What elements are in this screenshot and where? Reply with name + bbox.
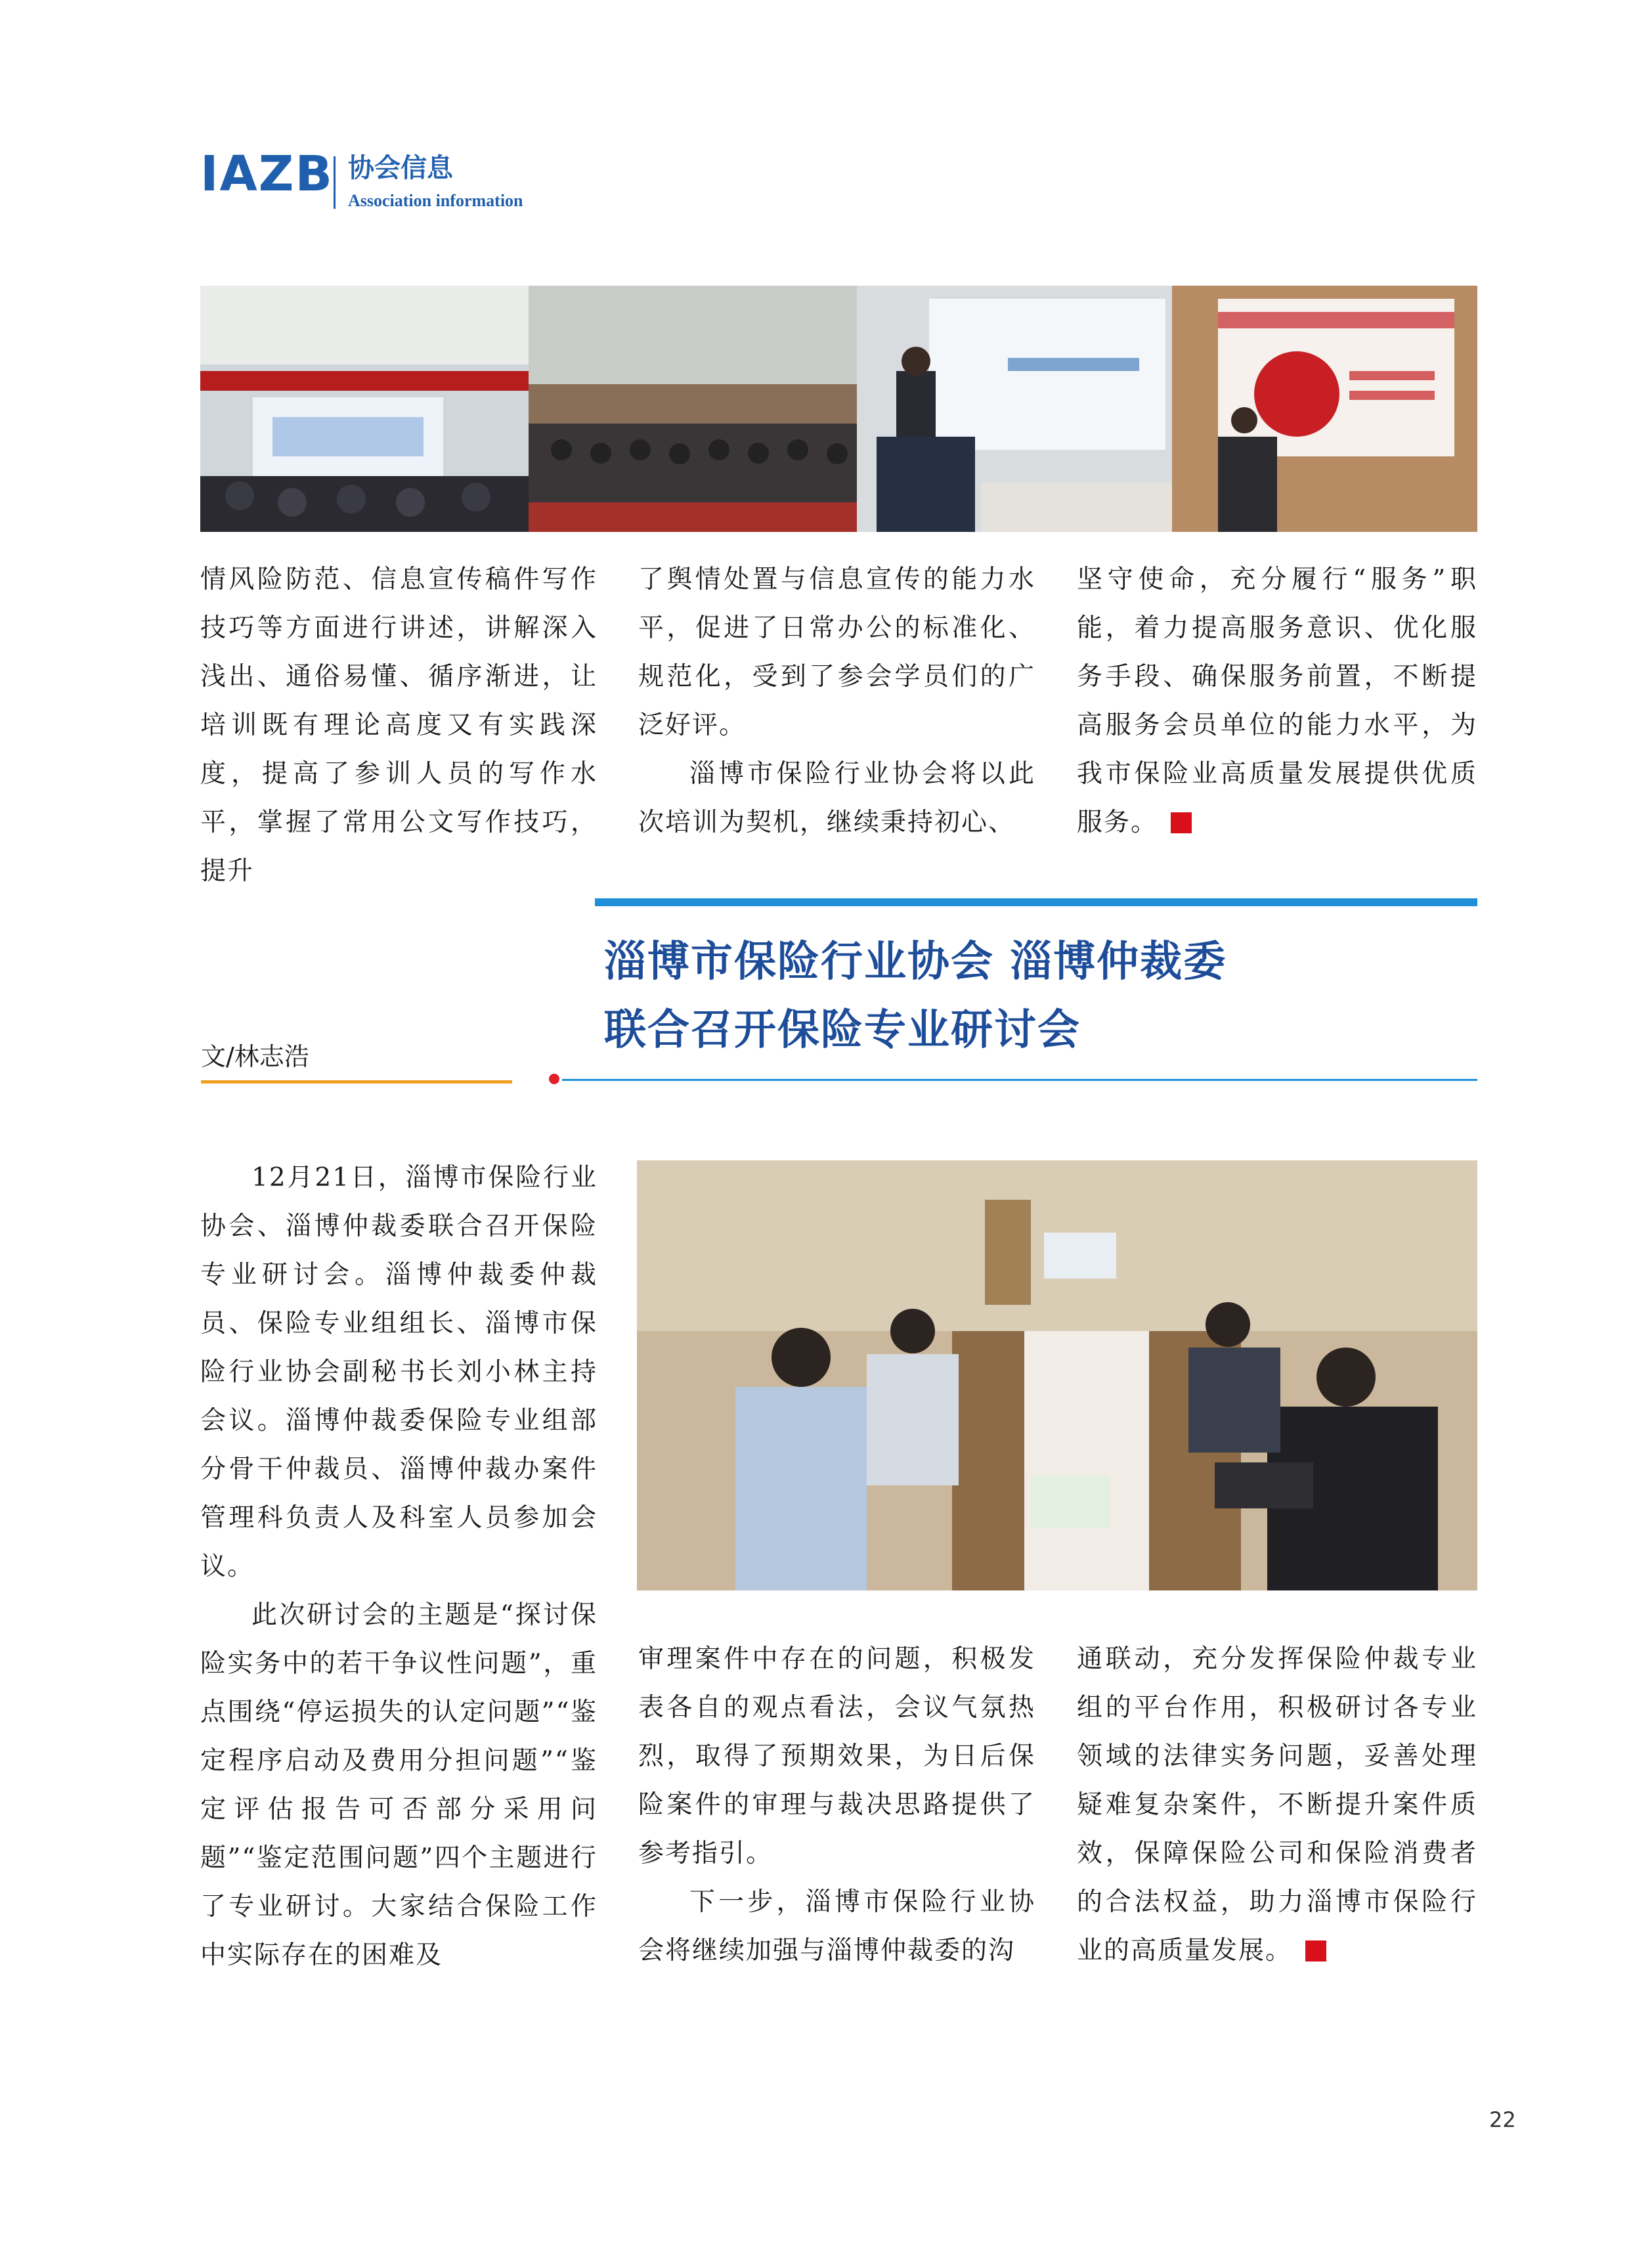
page-number: 22 xyxy=(1489,2107,1516,2132)
end-mark-icon xyxy=(1171,812,1192,833)
top-col2-paragraph-1: 了舆情处置与信息宣传的能力水平，促进了日常办公的标准化、规范化，受到了参会学员们的广泛好评。 xyxy=(638,565,1035,740)
top-col1-paragraph: 情风险防范、信息宣传稿件写作技巧等方面进行讲述，讲解深入浅出、通俗易懂、循序渐进，让培训既有理论高度又有实践深度，提高了参训人员的写作水平，掌握了常用公文写作技巧，提升 xyxy=(200,565,598,886)
article-col1-paragraph-1: 12月21日，淄博市保险行业协会、淄博仲裁委联合召开保险专业研讨会。淄博仲裁委仲裁员、保险专业组组长、淄博市保险行业协会副秘书长刘小林主持会议。淄博仲裁委保险专业组部分骨干仲裁员、淄博仲裁办案件管理科负责人及科室人员参加会议。 xyxy=(200,1163,598,1581)
top-text-column-1 xyxy=(200,556,598,896)
article-text-column-1 xyxy=(200,1154,598,1980)
top-col2-paragraph-2: 淄博市保险行业协会将以此次培训为契机，继续秉持初心、 xyxy=(638,759,1035,837)
article-title-line-1: 淄博市保险行业协会 淄博仲裁委 xyxy=(604,938,1227,986)
seminar-photo xyxy=(637,1160,1477,1590)
section-title-en: Association information xyxy=(348,191,523,210)
top-col3-text: 坚守使命，充分履行“服务”职能，着力提高服务意识、优化服务手段、确保服务前置，不断提高服务会员单位的能力水平，为我市保险业高质量发展提供优质服务。 xyxy=(1077,565,1477,837)
header-divider xyxy=(334,156,336,209)
article-text-column-2 xyxy=(638,1635,1035,1975)
article-col2-paragraph-1: 审理案件中存在的问题，积极发表各自的观点看法，会议气氛热烈，取得了预期效果，为日后保险案件的审理与裁决思路提供了参考指引。 xyxy=(638,1644,1035,1868)
article-col3-text: 通联动，充分发挥保险仲裁专业组的平台作用，积极研讨各专业领域的法律实务问题，妥善处理疑难复杂案件，不断提升案件质效，保障保险公司和保险消费者的合法权益，助力淄博市保险行业的高质量发展。 xyxy=(1077,1644,1477,1965)
title-top-rule xyxy=(595,898,1477,906)
training-photo-3 xyxy=(857,286,1172,532)
top-text-column-3 xyxy=(1077,556,1477,847)
article-text-column-3 xyxy=(1077,1635,1477,1975)
article-col3-paragraph xyxy=(1077,1635,1477,1975)
byline-underline xyxy=(201,1080,512,1084)
author-byline: 文/林志浩 xyxy=(201,1042,309,1071)
end-mark-icon xyxy=(1305,1940,1326,1961)
article-title-line-2: 联合召开保险专业研讨会 xyxy=(604,1006,1081,1055)
top-text-column-2 xyxy=(638,556,1035,847)
training-photo-2 xyxy=(529,286,857,532)
top-col3-paragraph xyxy=(1077,556,1477,847)
training-photo-4 xyxy=(1172,286,1477,532)
section-title-cn: 协会信息 xyxy=(348,153,453,183)
article-col1-paragraph-2: 此次研讨会的主题是“探讨保险实务中的若干争议性问题”，重点围绕“停运损失的认定问题”“鉴定程序启动及费用分担问题”“鉴定评估报告可否部分采用问题”“鉴定范围问题”四个主题进行了专业研讨。大家结合保险工作中实际存在的困难及 xyxy=(200,1600,598,1970)
iazb-logo: IAZB xyxy=(200,146,334,202)
training-photo-1 xyxy=(200,286,529,532)
article-col2-paragraph-2: 下一步，淄博市保险行业协会将继续加强与淄博仲裁委的沟 xyxy=(638,1887,1035,1965)
red-dot-ornament xyxy=(549,1074,559,1084)
title-bottom-rule xyxy=(562,1079,1477,1081)
